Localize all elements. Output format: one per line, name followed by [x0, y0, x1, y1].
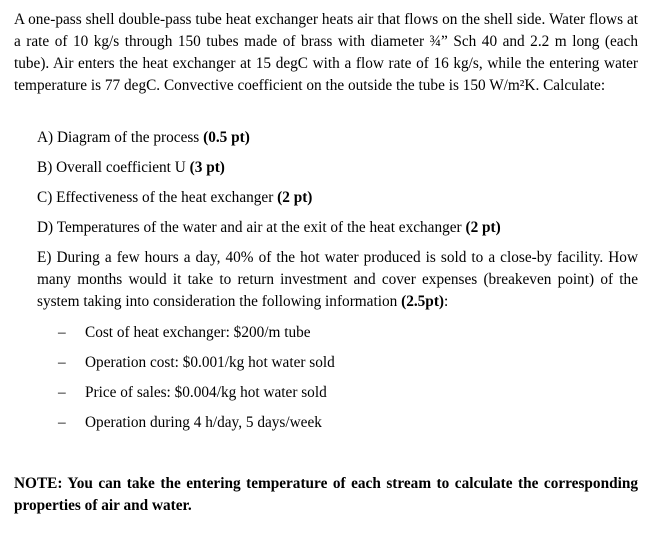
question-a: [37, 127, 638, 149]
list-item-text: Operation during 4 h/day, 5 days/week: [85, 414, 322, 431]
question-d-points: (2 pt): [465, 219, 501, 236]
question-a-text: A) Diagram of the process: [37, 129, 204, 146]
question-e-points: (2.5pt): [401, 293, 445, 310]
question-b-text: B) Overall coefficient U: [37, 159, 190, 176]
question-c: [37, 187, 638, 209]
question-d-text: D) Temperatures of the water and air at the exit of the heat exchanger: [37, 219, 466, 236]
question-c-points: (2 pt): [277, 189, 313, 206]
bullet-dash: –: [58, 324, 66, 341]
list-item-text: Operation cost: $0.001/kg hot water sold: [85, 354, 335, 371]
question-b-points: (3 pt): [189, 159, 225, 176]
question-e-text: E) During a few hours a day, 40% of the hot water produced is sold to a close-by facility. How many months would it take to return investment and cover expenses (breakeven point) of the system taking into consideration the following information: [37, 249, 638, 310]
question-e-suffix: :: [444, 293, 449, 310]
problem-statement: A one-pass shell double-pass tube heat exchanger heats air that flows on the shell side. Water flows at a rate of 10 kg/s through 150 tubes made of brass with diameter ¾” Sch 40 and 2.2 m long (each tube). Air enters the heat exchanger at 15 degC with a flow rate of 16 kg/s, while the entering water temperature is 77 degC. Convective coefficient on the outside the tube is 150 W/m²K. Calculate:: [14, 11, 638, 94]
note: NOTE: You can take the entering temperature of each stream to calculate the corresponding properties of air and water.: [14, 475, 638, 514]
bullet-dash: –: [58, 354, 66, 371]
list-item-text: Cost of heat exchanger: $200/m tube: [85, 324, 311, 341]
question-b: [37, 157, 638, 179]
question-e: [37, 247, 638, 313]
list-item-text: Price of sales: $0.004/kg hot water sold: [85, 384, 327, 401]
question-c-text: C) Effectiveness of the heat exchanger: [37, 189, 278, 206]
question-d: [37, 217, 638, 239]
question-a-points: (0.5 pt): [203, 129, 250, 146]
bullet-dash: –: [58, 384, 66, 401]
bullet-dash: –: [58, 414, 66, 431]
